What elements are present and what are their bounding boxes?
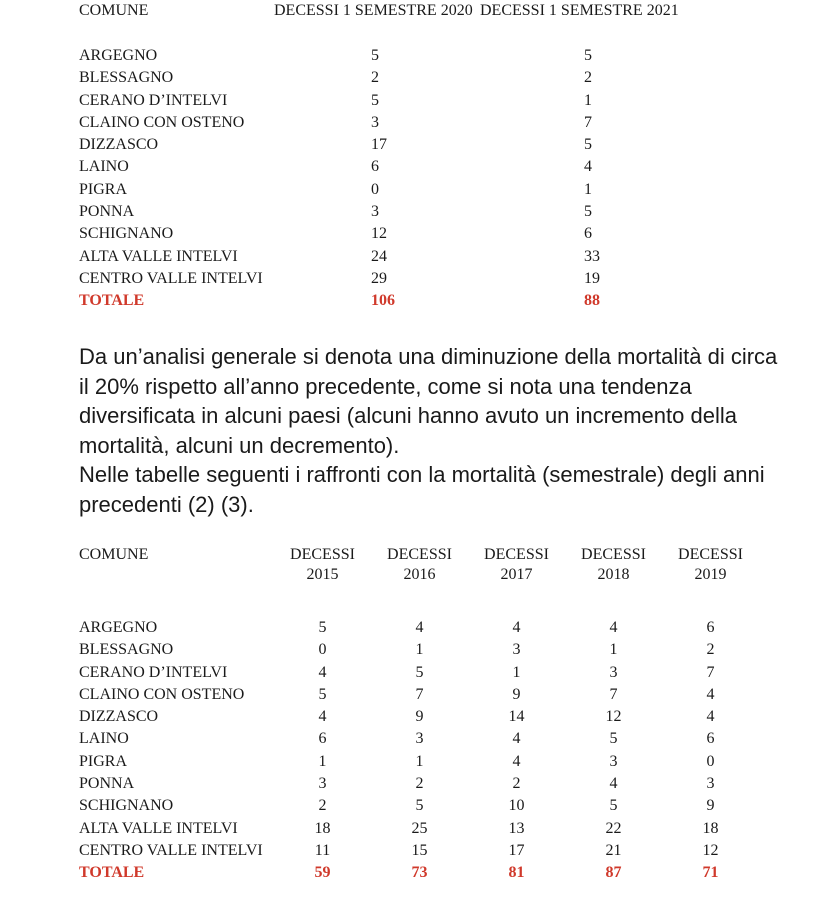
value-cell: 5 — [415, 663, 424, 681]
total-row — [79, 862, 759, 884]
comune-cell: PIGRA — [79, 752, 128, 770]
comune-cell: ALTA VALLE INTELVI — [79, 819, 238, 837]
value-cell: 4 — [318, 708, 327, 726]
value-cell: 7 — [706, 663, 715, 681]
value-cell: 21 — [605, 841, 622, 859]
value-cell: 4 — [318, 663, 327, 681]
table-row — [79, 728, 759, 750]
value-cell: 3 — [609, 663, 618, 681]
table-header-row — [79, 1, 779, 23]
comune-cell: CERANO D’INTELVI — [79, 663, 228, 681]
value-cell: 4 — [706, 685, 715, 703]
value-cell: 14 — [508, 708, 525, 726]
value-cell: 7 — [609, 685, 618, 703]
value-cell: 4 — [584, 158, 592, 176]
comune-cell: DIZZASCO — [79, 708, 159, 726]
value-cell: 4 — [609, 775, 618, 793]
value-cell: 0 — [318, 641, 327, 659]
value-cell: 33 — [584, 247, 600, 265]
value-cell: 19 — [584, 269, 600, 287]
table-row — [79, 156, 779, 178]
value-cell: 6 — [318, 730, 327, 748]
value-cell: 18 — [314, 819, 331, 837]
value-cell: 18 — [702, 819, 719, 837]
table-row — [79, 639, 759, 661]
value-cell: 1 — [609, 641, 618, 659]
value-cell: 3 — [415, 730, 424, 748]
total-value: 87 — [605, 864, 622, 882]
value-cell: 3 — [512, 641, 521, 659]
table-row — [79, 90, 779, 112]
total-value: 106 — [371, 292, 395, 310]
total-value: 88 — [584, 292, 600, 310]
comune-cell: CLAINO CON OSTENO — [79, 113, 245, 131]
value-cell: 5 — [584, 47, 592, 64]
comune-cell: PONNA — [79, 775, 135, 793]
value-cell: 9 — [706, 797, 715, 815]
value-cell: 5 — [584, 203, 592, 221]
comune-cell: CENTRO VALLE INTELVI — [79, 269, 263, 287]
comune-cell: BLESSAGNO — [79, 69, 174, 87]
table-row — [79, 201, 779, 223]
table-row — [79, 795, 759, 817]
column-header-2015: DECESSI 2015 — [290, 546, 355, 583]
value-cell: 4 — [415, 619, 424, 636]
value-cell: 6 — [706, 730, 715, 748]
spacer-row — [79, 585, 759, 617]
value-cell: 5 — [609, 797, 618, 815]
table-row — [79, 617, 759, 639]
column-header-2021: DECESSI 1 SEMESTRE 2021 — [480, 2, 679, 19]
value-cell: 3 — [318, 775, 327, 793]
table-row — [79, 706, 759, 728]
value-cell: 7 — [415, 685, 424, 703]
value-cell: 12 — [702, 841, 719, 859]
value-cell: 22 — [605, 819, 622, 837]
value-cell: 12 — [605, 708, 622, 726]
comune-cell: ALTA VALLE INTELVI — [79, 247, 238, 265]
comune-cell: CERANO D’INTELVI — [79, 91, 228, 109]
value-cell: 5 — [609, 730, 618, 748]
value-cell: 3 — [371, 203, 379, 221]
table-row — [79, 67, 779, 89]
value-cell: 2 — [318, 797, 327, 815]
analysis-paragraph — [79, 342, 779, 519]
spacer-row — [79, 23, 779, 45]
comune-cell: SCHIGNANO — [79, 797, 174, 815]
value-cell: 17 — [508, 841, 525, 859]
column-header-2016: DECESSI 2016 — [387, 546, 452, 583]
table-row — [79, 45, 779, 67]
deaths-table-2020-2021 — [79, 1, 779, 313]
value-cell: 6 — [584, 225, 592, 243]
value-cell: 4 — [609, 619, 618, 636]
comune-cell: ARGEGNO — [79, 619, 158, 636]
value-cell: 2 — [371, 69, 379, 87]
value-cell: 25 — [411, 819, 428, 837]
value-cell: 11 — [314, 841, 331, 859]
comune-cell: PONNA — [79, 203, 135, 221]
table-row — [79, 751, 759, 773]
spacer-cell — [79, 23, 779, 45]
value-cell: 9 — [415, 708, 424, 726]
table-row — [79, 246, 779, 268]
value-cell: 4 — [512, 752, 521, 770]
value-cell: 12 — [371, 225, 387, 243]
value-cell: 3 — [371, 113, 379, 131]
value-cell: 5 — [371, 47, 379, 64]
table-row — [79, 223, 779, 245]
table-row — [79, 684, 759, 706]
value-cell: 15 — [411, 841, 428, 859]
comune-cell: LAINO — [79, 158, 129, 176]
value-cell: 17 — [371, 136, 387, 154]
value-cell: 1 — [584, 180, 592, 198]
table-row — [79, 662, 759, 684]
total-value: 81 — [508, 864, 525, 882]
table-row — [79, 268, 779, 290]
deaths-table-2015-2019 — [79, 545, 759, 885]
column-header-comune: COMUNE — [79, 2, 149, 19]
value-cell: 5 — [415, 797, 424, 815]
value-cell: 13 — [508, 819, 525, 837]
total-value: 71 — [702, 864, 719, 882]
total-value: 59 — [314, 864, 331, 882]
value-cell: 1 — [584, 91, 592, 109]
value-cell: 9 — [512, 685, 521, 703]
value-cell: 3 — [706, 775, 715, 793]
value-cell: 3 — [609, 752, 618, 770]
value-cell: 5 — [318, 685, 327, 703]
value-cell: 5 — [371, 91, 379, 109]
value-cell: 1 — [512, 663, 521, 681]
column-header-2020: DECESSI 1 SEMESTRE 2020 — [274, 2, 473, 19]
value-cell: 1 — [318, 752, 327, 770]
table-row — [79, 112, 779, 134]
value-cell: 24 — [371, 247, 387, 265]
value-cell: 5 — [318, 619, 327, 636]
value-cell: 4 — [512, 619, 521, 636]
table-row — [79, 134, 779, 156]
value-cell: 7 — [584, 113, 592, 131]
comune-cell: CLAINO CON OSTENO — [79, 685, 245, 703]
spacer-cell — [79, 585, 759, 617]
value-cell: 4 — [706, 708, 715, 726]
comune-cell: ARGEGNO — [79, 47, 158, 64]
value-cell: 1 — [415, 752, 424, 770]
value-cell: 10 — [508, 797, 525, 815]
value-cell: 0 — [706, 752, 715, 770]
column-header-2018: DECESSI 2018 — [581, 546, 646, 583]
value-cell: 2 — [415, 775, 424, 793]
total-row — [79, 290, 779, 312]
total-value: 73 — [411, 864, 428, 882]
paragraph-text-1: Da un’analisi generale si denota una diminuzione della mortalità di circa il 20% rispetto all’anno precedente, come si nota una tendenza diversificata in alcuni paesi (alcuni hanno avuto un incremento della mortalità, alcuni un decremento). — [79, 344, 778, 458]
table-row — [79, 840, 759, 862]
comune-cell: PIGRA — [79, 180, 128, 198]
table-header-row — [79, 545, 759, 585]
comune-cell: CENTRO VALLE INTELVI — [79, 841, 263, 859]
comune-cell: SCHIGNANO — [79, 225, 174, 243]
value-cell: 2 — [512, 775, 521, 793]
table-row — [79, 773, 759, 795]
column-header-2019: DECESSI 2019 — [678, 546, 743, 583]
comune-cell: LAINO — [79, 730, 129, 748]
table-row — [79, 818, 759, 840]
value-cell: 6 — [371, 158, 379, 176]
column-header-2017: DECESSI 2017 — [484, 546, 549, 583]
value-cell: 5 — [584, 136, 592, 154]
value-cell: 6 — [706, 619, 715, 636]
comune-cell: BLESSAGNO — [79, 641, 174, 659]
total-label: TOTALE — [79, 864, 145, 882]
paragraph-text-2: Nelle tabelle seguenti i raffronti con la mortalità (semestrale) degli anni precedenti (2) (3). — [79, 462, 765, 517]
value-cell: 2 — [584, 69, 592, 87]
table-row — [79, 179, 779, 201]
total-label: TOTALE — [79, 292, 145, 310]
value-cell: 4 — [512, 730, 521, 748]
value-cell: 0 — [371, 180, 379, 198]
value-cell: 29 — [371, 269, 387, 287]
comune-cell: DIZZASCO — [79, 136, 159, 154]
value-cell: 2 — [706, 641, 715, 659]
column-header-comune: COMUNE — [79, 546, 149, 563]
value-cell: 1 — [415, 641, 424, 659]
